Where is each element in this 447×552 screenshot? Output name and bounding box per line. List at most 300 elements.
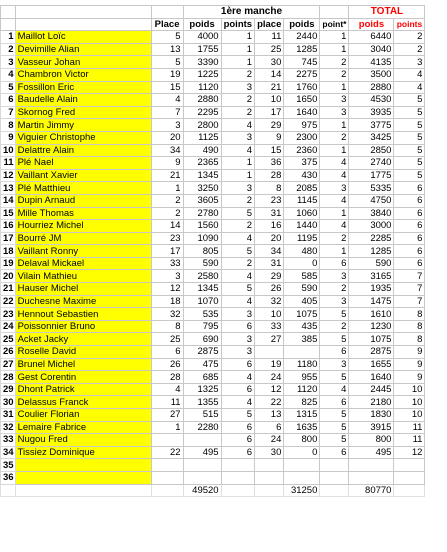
cell-poids[interactable]: 3390 — [183, 56, 221, 69]
competitor-name-cell[interactable]: Hauser Michel — [15, 283, 151, 296]
cell-total-points[interactable]: 5 — [394, 169, 425, 182]
row-number[interactable]: 30 — [1, 396, 16, 409]
cell-place[interactable]: 11 — [151, 396, 183, 409]
cell-total-points[interactable]: 5 — [394, 131, 425, 144]
cell-poids-2[interactable]: 2300 — [284, 131, 320, 144]
cell-poids[interactable]: 2280 — [183, 421, 221, 434]
competitor-name-cell[interactable]: Chambron Victor — [15, 68, 151, 81]
cell-point-star[interactable]: 1 — [320, 43, 349, 56]
cell-place-2[interactable]: 11 — [255, 31, 284, 44]
cell-poids[interactable]: 1560 — [183, 220, 221, 233]
corner-cell-2[interactable] — [1, 18, 16, 31]
cell-point-star[interactable]: 5 — [320, 371, 349, 384]
cell-place[interactable]: 22 — [151, 446, 183, 459]
cell-total-poids[interactable]: 2850 — [349, 144, 394, 157]
cell-total-poids[interactable]: 3040 — [349, 43, 394, 56]
cell-place-2[interactable] — [255, 346, 284, 359]
cell-place-2[interactable]: 17 — [255, 106, 284, 119]
cell-total-points[interactable]: 11 — [394, 434, 425, 447]
cell-points[interactable]: 4 — [221, 232, 255, 245]
row-number[interactable]: 12 — [1, 169, 16, 182]
row-number[interactable]: 18 — [1, 245, 16, 258]
cell-total-points[interactable]: 9 — [394, 371, 425, 384]
row-number[interactable]: 13 — [1, 182, 16, 195]
cell-poids-2[interactable]: 435 — [284, 320, 320, 333]
cell-total-poids[interactable]: 1475 — [349, 295, 394, 308]
row-number[interactable]: 17 — [1, 232, 16, 245]
cell-poids-2[interactable]: 800 — [284, 434, 320, 447]
cell-points[interactable]: 4 — [221, 270, 255, 283]
cell-poids[interactable]: 4000 — [183, 31, 221, 44]
competitor-name-cell[interactable]: Plé Nael — [15, 157, 151, 170]
cell-place-2[interactable]: 6 — [255, 421, 284, 434]
competitor-name-cell[interactable]: Viguier Christophe — [15, 131, 151, 144]
cell-poids[interactable]: 1345 — [183, 169, 221, 182]
row-number[interactable]: 23 — [1, 308, 16, 321]
cell-poids[interactable] — [183, 471, 221, 484]
cell-poids-2[interactable]: 1180 — [284, 358, 320, 371]
cell-points[interactable]: 2 — [221, 194, 255, 207]
cell-points[interactable]: 2 — [221, 68, 255, 81]
cell-points[interactable]: 3 — [221, 131, 255, 144]
cell-poids[interactable]: 1125 — [183, 131, 221, 144]
cell-total-poids[interactable]: 1830 — [349, 409, 394, 422]
total-blank[interactable] — [15, 484, 151, 497]
cell-total-points[interactable]: 3 — [394, 56, 425, 69]
row-number[interactable]: 3 — [1, 56, 16, 69]
cell-points[interactable]: 3 — [221, 333, 255, 346]
cell-total-poids[interactable] — [349, 471, 394, 484]
row-number[interactable]: 1 — [1, 31, 16, 44]
cell-total-points[interactable]: 4 — [394, 68, 425, 81]
cell-poids-2[interactable]: 1060 — [284, 207, 320, 220]
cell-total-poids[interactable]: 2740 — [349, 157, 394, 170]
cell-poids[interactable]: 1090 — [183, 232, 221, 245]
row-number[interactable]: 15 — [1, 207, 16, 220]
cell-total-poids[interactable]: 3935 — [349, 106, 394, 119]
total-blank[interactable] — [255, 484, 284, 497]
competitor-name-cell[interactable]: Gest Corentin — [15, 371, 151, 384]
cell-total-poids[interactable]: 1230 — [349, 320, 394, 333]
competitor-name-cell[interactable]: Lemaire Fabrice — [15, 421, 151, 434]
row-number[interactable]: 25 — [1, 333, 16, 346]
cell-point-star[interactable]: 4 — [320, 383, 349, 396]
cell-place-2[interactable]: 13 — [255, 409, 284, 422]
cell-total-poids[interactable]: 3915 — [349, 421, 394, 434]
cell-poids-2[interactable]: 385 — [284, 333, 320, 346]
cell-point-star[interactable]: 1 — [320, 245, 349, 258]
cell-poids[interactable]: 795 — [183, 320, 221, 333]
cell-points[interactable]: 5 — [221, 409, 255, 422]
cell-poids[interactable]: 685 — [183, 371, 221, 384]
cell-place-2[interactable]: 9 — [255, 131, 284, 144]
cell-poids-2[interactable]: 1650 — [284, 94, 320, 107]
competitor-name-cell[interactable]: Delattre Alain — [15, 144, 151, 157]
row-number[interactable]: 29 — [1, 383, 16, 396]
cell-point-star[interactable]: 2 — [320, 283, 349, 296]
cell-place-2[interactable]: 30 — [255, 446, 284, 459]
cell-place-2[interactable]: 16 — [255, 220, 284, 233]
competitor-name-cell[interactable]: Baudelle Alain — [15, 94, 151, 107]
cell-point-star[interactable]: 1 — [320, 207, 349, 220]
row-number[interactable]: 14 — [1, 194, 16, 207]
cell-place[interactable]: 15 — [151, 81, 183, 94]
cell-poids-2[interactable]: 405 — [284, 295, 320, 308]
cell-place[interactable]: 5 — [151, 56, 183, 69]
cell-poids[interactable]: 2875 — [183, 346, 221, 359]
cell-poids-2[interactable]: 745 — [284, 56, 320, 69]
cell-poids[interactable]: 2295 — [183, 106, 221, 119]
cell-place[interactable]: 2 — [151, 194, 183, 207]
cell-poids-2[interactable]: 1640 — [284, 106, 320, 119]
row-number[interactable]: 35 — [1, 459, 16, 472]
competitor-name-cell[interactable]: Acket Jacky — [15, 333, 151, 346]
row-number[interactable]: 16 — [1, 220, 16, 233]
competitor-name-cell[interactable]: Nugou Fred — [15, 434, 151, 447]
cell-total-points[interactable]: 6 — [394, 232, 425, 245]
cell-total-points[interactable]: 6 — [394, 182, 425, 195]
cell-points[interactable]: 1 — [221, 157, 255, 170]
col-header-place-2[interactable]: place — [255, 18, 284, 31]
cell-poids-2[interactable]: 2440 — [284, 31, 320, 44]
cell-poids-2[interactable]: 430 — [284, 169, 320, 182]
cell-total-poids[interactable]: 1935 — [349, 283, 394, 296]
cell-point-star[interactable]: 5 — [320, 333, 349, 346]
cell-point-star[interactable]: 4 — [320, 194, 349, 207]
cell-total-points[interactable]: 5 — [394, 157, 425, 170]
competitor-name-cell[interactable]: Devimille Alian — [15, 43, 151, 56]
cell-total-poids[interactable]: 3775 — [349, 119, 394, 132]
cell-poids[interactable]: 2800 — [183, 119, 221, 132]
competitor-name-cell[interactable]: Vaillant Ronny — [15, 245, 151, 258]
cell-total-points[interactable]: 10 — [394, 383, 425, 396]
total-e[interactable]: 31250 — [284, 484, 320, 497]
competitor-name-cell[interactable]: Vaillant Xavier — [15, 169, 151, 182]
cell-poids-2[interactable]: 480 — [284, 245, 320, 258]
competitor-name-cell[interactable]: Tissiez Dominique — [15, 446, 151, 459]
cell-total-points[interactable]: 11 — [394, 421, 425, 434]
cell-total-poids[interactable]: 1285 — [349, 245, 394, 258]
cell-poids-2[interactable]: 1285 — [284, 43, 320, 56]
total-blank[interactable] — [1, 484, 16, 497]
row-number[interactable]: 36 — [1, 471, 16, 484]
cell-points[interactable]: 6 — [221, 358, 255, 371]
cell-points[interactable]: 5 — [221, 245, 255, 258]
row-number[interactable]: 27 — [1, 358, 16, 371]
cell-total-poids[interactable]: 2445 — [349, 383, 394, 396]
cell-place[interactable]: 3 — [151, 270, 183, 283]
competitor-name-cell[interactable] — [15, 459, 151, 472]
cell-total-poids[interactable]: 3000 — [349, 220, 394, 233]
cell-total-poids[interactable]: 4750 — [349, 194, 394, 207]
competitor-name-cell[interactable]: Poissonnier Bruno — [15, 320, 151, 333]
cell-place-2[interactable]: 24 — [255, 434, 284, 447]
header-name-blank-2[interactable] — [15, 18, 151, 31]
competitor-name-cell[interactable]: Vilain Mathieu — [15, 270, 151, 283]
cell-total-points[interactable]: 2 — [394, 31, 425, 44]
cell-place[interactable]: 8 — [151, 320, 183, 333]
competitor-name-cell[interactable]: Skornog Fred — [15, 106, 151, 119]
cell-total-points[interactable]: 10 — [394, 409, 425, 422]
cell-points[interactable]: 1 — [221, 56, 255, 69]
cell-point-star[interactable]: 1 — [320, 81, 349, 94]
cell-poids[interactable]: 3605 — [183, 194, 221, 207]
header-name-blank[interactable] — [15, 6, 151, 19]
cell-total-poids[interactable]: 2880 — [349, 81, 394, 94]
cell-point-star[interactable]: 6 — [320, 446, 349, 459]
cell-poids-2[interactable]: 1075 — [284, 308, 320, 321]
cell-total-points[interactable]: 12 — [394, 446, 425, 459]
cell-poids[interactable]: 2365 — [183, 157, 221, 170]
row-number[interactable]: 24 — [1, 320, 16, 333]
cell-total-points[interactable]: 6 — [394, 207, 425, 220]
row-number[interactable]: 34 — [1, 446, 16, 459]
cell-place[interactable]: 26 — [151, 358, 183, 371]
cell-point-star[interactable]: 2 — [320, 68, 349, 81]
competitor-name-cell[interactable]: Plé Matthieu — [15, 182, 151, 195]
cell-poids[interactable]: 2580 — [183, 270, 221, 283]
row-number[interactable]: 20 — [1, 270, 16, 283]
row-number[interactable]: 11 — [1, 157, 16, 170]
row-number[interactable]: 2 — [1, 43, 16, 56]
cell-point-star[interactable]: 5 — [320, 434, 349, 447]
competitor-name-cell[interactable]: Martin Jimmy — [15, 119, 151, 132]
cell-poids[interactable] — [183, 434, 221, 447]
cell-total-points[interactable]: 5 — [394, 106, 425, 119]
cell-poids-2[interactable] — [284, 459, 320, 472]
cell-points[interactable]: 6 — [221, 320, 255, 333]
cell-points[interactable]: 4 — [221, 396, 255, 409]
cell-place-2[interactable]: 19 — [255, 358, 284, 371]
cell-total-points[interactable] — [394, 459, 425, 472]
cell-point-star[interactable]: 1 — [320, 119, 349, 132]
competitor-name-cell[interactable]: Hourriez Michel — [15, 220, 151, 233]
cell-total-points[interactable]: 5 — [394, 119, 425, 132]
cell-poids-2[interactable]: 1315 — [284, 409, 320, 422]
cell-poids[interactable]: 1225 — [183, 68, 221, 81]
header-blank-a[interactable] — [151, 6, 183, 19]
cell-total-points[interactable]: 8 — [394, 333, 425, 346]
cell-points[interactable]: 4 — [221, 371, 255, 384]
cell-place[interactable]: 5 — [151, 31, 183, 44]
cell-place[interactable]: 1 — [151, 182, 183, 195]
cell-point-star[interactable]: 5 — [320, 409, 349, 422]
cell-poids-2[interactable]: 1440 — [284, 220, 320, 233]
cell-place[interactable] — [151, 471, 183, 484]
cell-point-star[interactable]: 4 — [320, 157, 349, 170]
cell-poids-2[interactable]: 1120 — [284, 383, 320, 396]
cell-place[interactable] — [151, 434, 183, 447]
cell-poids[interactable]: 1070 — [183, 295, 221, 308]
cell-poids[interactable]: 1755 — [183, 43, 221, 56]
cell-place[interactable]: 7 — [151, 106, 183, 119]
cell-total-poids[interactable]: 4530 — [349, 94, 394, 107]
cell-total-points[interactable]: 8 — [394, 320, 425, 333]
row-number[interactable]: 21 — [1, 283, 16, 296]
cell-poids[interactable]: 690 — [183, 333, 221, 346]
cell-place[interactable]: 3 — [151, 119, 183, 132]
cell-point-star[interactable]: 2 — [320, 56, 349, 69]
cell-poids[interactable]: 3250 — [183, 182, 221, 195]
cell-points[interactable]: 1 — [221, 169, 255, 182]
competitor-name-cell[interactable]: Dhont Patrick — [15, 383, 151, 396]
cell-total-points[interactable]: 8 — [394, 308, 425, 321]
cell-place[interactable]: 6 — [151, 346, 183, 359]
competitor-name-cell[interactable]: Duchesne Maxime — [15, 295, 151, 308]
cell-point-star[interactable]: 2 — [320, 232, 349, 245]
cell-points[interactable]: 2 — [221, 257, 255, 270]
cell-total-points[interactable]: 5 — [394, 94, 425, 107]
cell-place-2[interactable] — [255, 459, 284, 472]
cell-place-2[interactable]: 22 — [255, 396, 284, 409]
competitor-name-cell[interactable]: Vasseur Johan — [15, 56, 151, 69]
cell-place[interactable]: 23 — [151, 232, 183, 245]
cell-points[interactable] — [221, 459, 255, 472]
competitor-name-cell[interactable]: Roselle David — [15, 346, 151, 359]
cell-poids-2[interactable]: 0 — [284, 446, 320, 459]
row-number[interactable]: 26 — [1, 346, 16, 359]
cell-total-poids[interactable]: 1610 — [349, 308, 394, 321]
total-b[interactable]: 49520 — [183, 484, 221, 497]
cell-poids[interactable]: 490 — [183, 144, 221, 157]
competitor-name-cell[interactable]: Bourré JM — [15, 232, 151, 245]
cell-place[interactable]: 9 — [151, 157, 183, 170]
cell-place-2[interactable]: 26 — [255, 283, 284, 296]
cell-poids-2[interactable]: 1195 — [284, 232, 320, 245]
cell-points[interactable]: 5 — [221, 207, 255, 220]
cell-place[interactable]: 28 — [151, 371, 183, 384]
cell-poids-2[interactable]: 585 — [284, 270, 320, 283]
cell-place-2[interactable]: 32 — [255, 295, 284, 308]
cell-place[interactable]: 27 — [151, 409, 183, 422]
cell-place-2[interactable]: 27 — [255, 333, 284, 346]
cell-total-poids[interactable]: 1075 — [349, 333, 394, 346]
cell-poids-2[interactable] — [284, 346, 320, 359]
cell-poids-2[interactable]: 2360 — [284, 144, 320, 157]
cell-point-star[interactable]: 3 — [320, 270, 349, 283]
cell-place-2[interactable]: 36 — [255, 157, 284, 170]
cell-points[interactable]: 5 — [221, 283, 255, 296]
cell-points[interactable]: 1 — [221, 43, 255, 56]
row-number[interactable]: 19 — [1, 257, 16, 270]
cell-place-2[interactable]: 14 — [255, 68, 284, 81]
cell-total-poids[interactable]: 1640 — [349, 371, 394, 384]
cell-place[interactable]: 14 — [151, 220, 183, 233]
cell-place-2[interactable]: 20 — [255, 232, 284, 245]
cell-point-star[interactable]: 1 — [320, 31, 349, 44]
cell-total-points[interactable]: 9 — [394, 358, 425, 371]
cell-total-poids[interactable] — [349, 459, 394, 472]
row-number[interactable]: 8 — [1, 119, 16, 132]
cell-point-star[interactable]: 5 — [320, 308, 349, 321]
col-header-total-points[interactable]: points — [394, 18, 425, 31]
cell-place[interactable]: 1 — [151, 421, 183, 434]
col-header-total-poids[interactable]: poids — [349, 18, 394, 31]
cell-points[interactable]: 2 — [221, 94, 255, 107]
cell-point-star[interactable]: 4 — [320, 220, 349, 233]
cell-poids-2[interactable]: 1635 — [284, 421, 320, 434]
cell-place-2[interactable]: 29 — [255, 119, 284, 132]
cell-point-star[interactable]: 3 — [320, 295, 349, 308]
header-blank-f[interactable] — [320, 6, 349, 19]
competitor-name-cell[interactable]: Maillot Loïc — [15, 31, 151, 44]
col-header-point-star[interactable]: point* — [320, 18, 349, 31]
cell-place-2[interactable]: 31 — [255, 207, 284, 220]
cell-total-poids[interactable]: 800 — [349, 434, 394, 447]
cell-poids-2[interactable]: 825 — [284, 396, 320, 409]
cell-place[interactable] — [151, 459, 183, 472]
col-header-place[interactable]: Place — [151, 18, 183, 31]
cell-points[interactable]: 3 — [221, 308, 255, 321]
cell-poids-2[interactable] — [284, 471, 320, 484]
cell-poids-2[interactable]: 2275 — [284, 68, 320, 81]
cell-place[interactable]: 20 — [151, 131, 183, 144]
cell-poids[interactable]: 590 — [183, 257, 221, 270]
cell-place-2[interactable]: 34 — [255, 245, 284, 258]
cell-total-poids[interactable]: 3840 — [349, 207, 394, 220]
total-g[interactable]: 80770 — [349, 484, 394, 497]
competitor-name-cell[interactable]: Hennout Sebastien — [15, 308, 151, 321]
col-header-poids[interactable]: poids — [183, 18, 221, 31]
cell-place[interactable]: 4 — [151, 383, 183, 396]
cell-place-2[interactable]: 12 — [255, 383, 284, 396]
cell-place[interactable]: 13 — [151, 43, 183, 56]
cell-total-points[interactable]: 6 — [394, 194, 425, 207]
competitor-name-cell[interactable]: Delaval Mickael — [15, 257, 151, 270]
cell-points[interactable]: 6 — [221, 446, 255, 459]
cell-poids[interactable] — [183, 459, 221, 472]
cell-point-star[interactable]: 6 — [320, 396, 349, 409]
corner-cell[interactable] — [1, 6, 16, 19]
cell-poids[interactable]: 2780 — [183, 207, 221, 220]
cell-points[interactable]: 3 — [221, 182, 255, 195]
cell-total-points[interactable]: 9 — [394, 346, 425, 359]
cell-total-poids[interactable]: 3425 — [349, 131, 394, 144]
cell-total-points[interactable]: 6 — [394, 257, 425, 270]
competitor-name-cell[interactable]: Dupin Arnaud — [15, 194, 151, 207]
cell-place-2[interactable]: 10 — [255, 94, 284, 107]
cell-total-poids[interactable]: 495 — [349, 446, 394, 459]
header-total[interactable]: TOTAL — [349, 6, 425, 19]
cell-point-star[interactable] — [320, 471, 349, 484]
cell-total-poids[interactable]: 3165 — [349, 270, 394, 283]
cell-point-star[interactable]: 5 — [320, 421, 349, 434]
cell-total-poids[interactable]: 2180 — [349, 396, 394, 409]
cell-points[interactable]: 6 — [221, 421, 255, 434]
cell-point-star[interactable]: 3 — [320, 94, 349, 107]
cell-points[interactable]: 6 — [221, 383, 255, 396]
cell-place-2[interactable]: 29 — [255, 270, 284, 283]
row-number[interactable]: 31 — [1, 409, 16, 422]
cell-total-points[interactable]: 4 — [394, 81, 425, 94]
row-number[interactable]: 6 — [1, 94, 16, 107]
cell-place[interactable]: 21 — [151, 169, 183, 182]
cell-total-poids[interactable]: 1775 — [349, 169, 394, 182]
cell-poids-2[interactable]: 0 — [284, 257, 320, 270]
total-blank[interactable] — [394, 484, 425, 497]
cell-point-star[interactable] — [320, 459, 349, 472]
row-number[interactable]: 10 — [1, 144, 16, 157]
cell-poids[interactable]: 2880 — [183, 94, 221, 107]
cell-place[interactable]: 25 — [151, 333, 183, 346]
cell-points[interactable]: 3 — [221, 81, 255, 94]
cell-point-star[interactable]: 4 — [320, 169, 349, 182]
cell-place-2[interactable]: 8 — [255, 182, 284, 195]
cell-poids-2[interactable]: 975 — [284, 119, 320, 132]
cell-point-star[interactable]: 6 — [320, 257, 349, 270]
row-number[interactable]: 7 — [1, 106, 16, 119]
cell-total-poids[interactable]: 3500 — [349, 68, 394, 81]
